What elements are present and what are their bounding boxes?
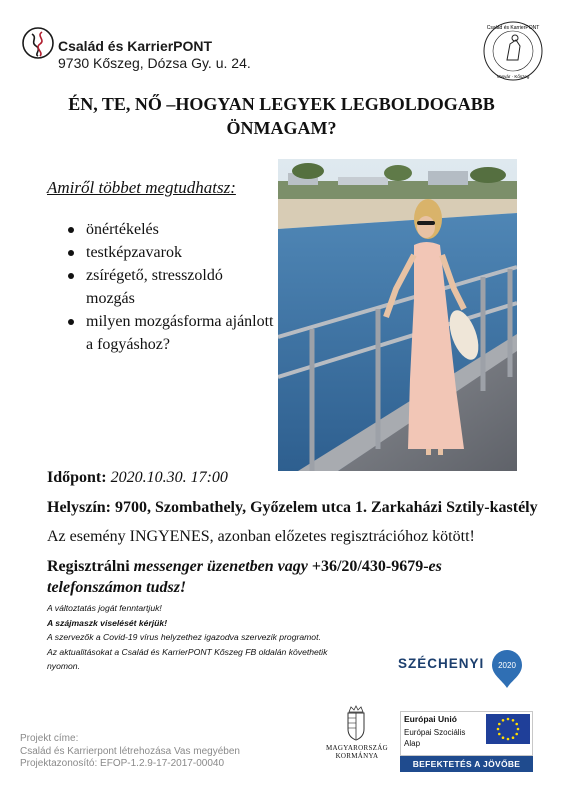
family-karrierpont-logo <box>22 26 54 60</box>
org-name: Család és KarrierPONT <box>58 38 213 54</box>
topics-heading: Amiről többet megtudhatsz: <box>47 178 236 197</box>
eu-fund-line-1: Európai Szociális <box>404 728 466 737</box>
project-title-label: Projekt címe: <box>20 733 79 744</box>
project-info <box>20 733 240 771</box>
event-free-note: Az esemény INGYENES, azonban előzetes regisztrációhoz kötött! <box>47 528 475 545</box>
registration-part-4: es telefonszámon tudsz! <box>47 558 442 596</box>
stamp-logo <box>482 20 544 82</box>
notes-block <box>47 601 337 674</box>
hungarian-coat-of-arms-icon <box>343 705 369 741</box>
project-id: Projektazonosító: EFOP-1.2.9-17-2017-00040 <box>20 758 225 769</box>
event-time-label: Időpont: <box>47 469 107 486</box>
registration-phone: +36/20/430-9679- <box>311 558 429 575</box>
registration-part-2: messenger üzenetben vagy <box>133 558 312 575</box>
gov-line-2: KORMÁNYA <box>335 752 379 760</box>
registration-part-1: Regisztrálni <box>47 558 134 575</box>
note-line-bold: A szájmaszk viselését kérjük! <box>47 617 168 628</box>
topic-item: milyen mozgásforma ajánlott a fogyáshoz? <box>70 310 275 356</box>
note-line: A szervezők a Covid-19 vírus helyzethez igazodva szervezik programot. <box>47 632 321 643</box>
topic-item: önértékelés <box>70 218 275 241</box>
stamp-top-text: Család és KarrierPONT <box>486 25 540 31</box>
eu-fund-line-2: Alap <box>404 739 421 748</box>
topic-item: testképzavarok <box>70 241 275 264</box>
topic-item: zsírégető, stresszoldó mozgás <box>70 264 275 310</box>
event-place: Helyszín: 9700, Szombathely, Győzelem utca 1. Zarkaházi Sztily-kastély <box>47 499 538 516</box>
hungarian-government-label <box>322 744 392 760</box>
event-time <box>47 469 228 487</box>
invest-in-future-bar: BEFEKTETÉS A JÖVŐBE <box>400 756 533 772</box>
szechenyi-label: SZÉCHENYI <box>398 656 485 671</box>
page-title: ÉN, TE, NŐ –HOGYAN LEGYEK LEGBOLDOGABB ÖNMAGAM? <box>68 94 495 138</box>
stamp-bottom-text: Vasvár · Kőszeg <box>496 74 530 79</box>
event-time-value: 2020.10.30. 17:00 <box>110 469 228 486</box>
eu-flag-icon <box>486 714 530 744</box>
topics-list <box>70 218 275 356</box>
woman-on-pier-photo <box>278 159 517 471</box>
eu-name: Európai Unió <box>404 714 457 724</box>
registration-info <box>47 556 517 598</box>
org-address: 9730 Kőszeg, Dózsa Gy. u. 24. <box>58 55 251 71</box>
note-line: A változtatás jogát fenntartjuk! <box>47 603 162 613</box>
project-title: Család és Karrierpont létrehozása Vas megyében <box>20 745 240 757</box>
szechenyi-2020-logo-icon <box>490 648 524 690</box>
note-line: Az aktualitásokat a Család és KarrierPONT Kőszeg FB oldalán követhetik nyomon. <box>47 646 328 672</box>
gov-line-1: MAGYARORSZÁG <box>326 744 388 752</box>
szechenyi-year: 2020 <box>498 661 516 670</box>
